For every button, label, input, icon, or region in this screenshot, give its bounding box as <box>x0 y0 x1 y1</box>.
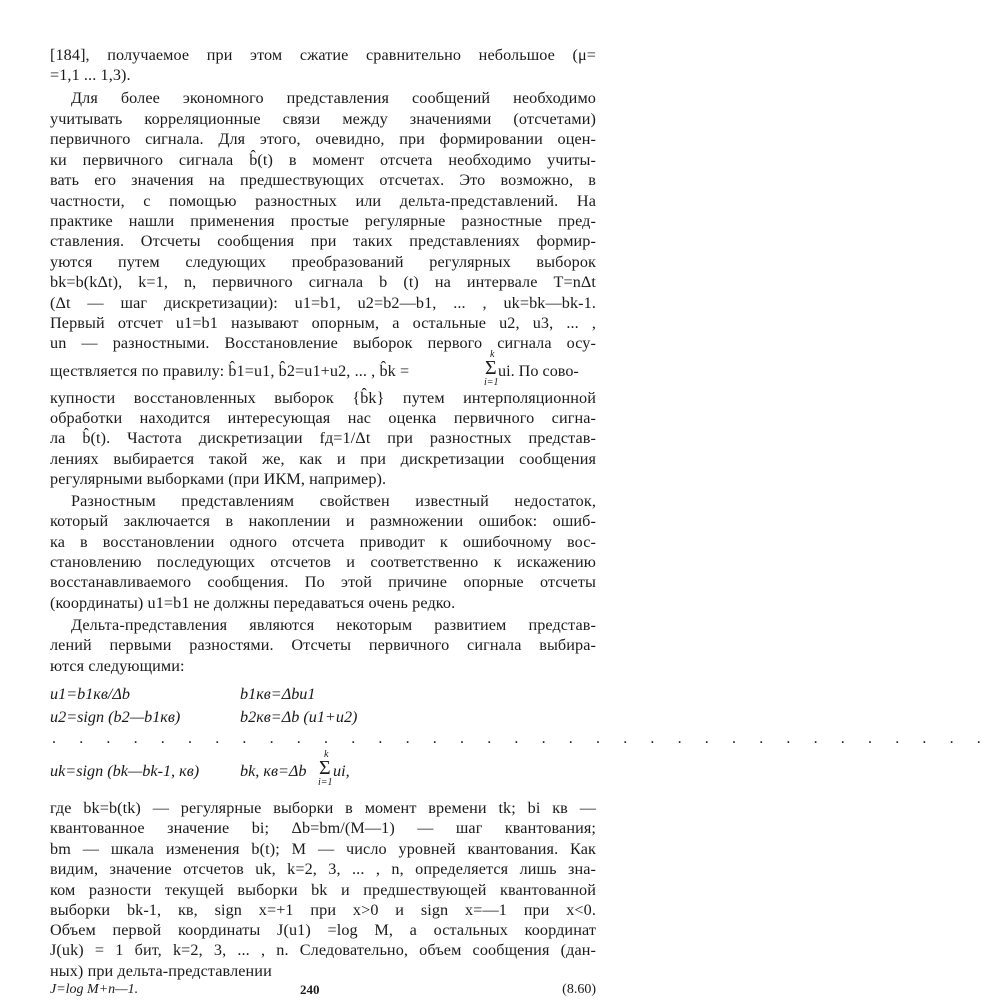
text-line: ются следующими: <box>50 657 185 675</box>
text-line: практике нашли применения простые регулярные разностные пред- <box>50 212 596 230</box>
text-line: ных) при дельта-представлении <box>50 962 272 980</box>
equation-row1-left: u1=b1кв/Δb <box>50 685 130 703</box>
sum-tail-text: ui. По сово- <box>498 362 579 380</box>
text-line: лений первыми разностями. Отсчеты первичного сигнала выбира- <box>50 636 596 654</box>
equation-ellipsis-row: . . . . . . . . . . . . . . . . . . . . . . . . . . . . . . . . . . . <box>52 730 990 747</box>
text-line: становлению последующих отсчетов и соответственно к искажению <box>50 553 596 571</box>
text-line: (координаты) u1=b1 не должны передаваться очень редко. <box>50 594 456 612</box>
text-line: un — разностными. Восстановление выборок первого сигнала осу- <box>50 334 596 352</box>
sum-upper-limit: k <box>490 349 495 360</box>
text-line: уются путем следующих преобразований регулярных выборок <box>50 253 596 271</box>
text-line: Первый отсчет u1=b1 называют опорным, а остальные u2, u3, ... , <box>50 314 596 332</box>
text-line: =1,1 ... 1,3). <box>50 66 131 84</box>
sum-upper-limit: k <box>324 749 329 760</box>
equation-row2-left: u2=sign (b2—b1кв) <box>50 708 181 726</box>
equation-row3-right-tail: ui, <box>333 762 350 780</box>
text-line: вать его значения на предшествующих отсчетах. Это возможно, в <box>50 171 596 189</box>
text-line: частности, с помощью разностных или дельта-представлений. На <box>50 192 596 210</box>
text-line: Объем первой координаты J(u1) =log M, а остальных координат <box>50 921 596 939</box>
text-line: ла b̂(t). Частота дискретизации fд=1/Δt при разностных представ- <box>50 429 596 447</box>
sum-sign: Σ <box>319 757 331 779</box>
text-line: купности восстановленных выборок {b̂k} путем интерполяционной <box>50 389 596 407</box>
text-line: выборки bk-1, кв, sign x=+1 при x>0 и sign x=—1 при x<0. <box>50 901 596 919</box>
text-line: где bk=b(tk) — регулярные выборки в момент времени tk; bi кв — <box>50 799 596 817</box>
equation-row1-right: b1кв=Δbu1 <box>240 685 316 703</box>
final-equation: J=log M+n—1. <box>50 982 139 997</box>
equation-number: (8.60) <box>562 982 596 997</box>
text-line: ществляется по правилу: b̂1=u1, b̂2=u1+u2, ... , b̂k = <box>50 362 410 380</box>
text-line: J(uk) = 1 бит, k=2, 3, ... , n. Следовательно, объем сообщения (дан- <box>50 941 596 959</box>
text-line: Дельта-представления являются некоторым развитием представ- <box>71 616 596 634</box>
text-line: первичного сигнала. Для этого, очевидно, при формировании оцен- <box>50 130 596 148</box>
text-line: восстанавливаемого сообщения. По этой причине опорные отсчеты <box>50 573 596 591</box>
text-line: bk=b(kΔt), k=1, n, первичного сигнала b (t) на интервале T=nΔt <box>50 273 596 291</box>
text-line: (Δt — шаг дискретизации): u1=b1, u2=b2—b1, ... , uk=bk—bk-1. <box>50 294 596 312</box>
sum-sign: Σ <box>485 357 497 379</box>
text-line: ком разности текущей выборки bk и предшествующей квантованной <box>50 881 596 899</box>
text-line: лениях выбирается такой же, как и при дискретизации сообщения <box>50 450 596 468</box>
equation-row3-right: bk, кв=Δb <box>240 762 307 780</box>
text-line: [184], получаемое при этом сжатие сравнительно небольшое (μ= <box>50 46 596 64</box>
page-number: 240 <box>300 982 320 997</box>
text-line: Разностным представлениям свойствен известный недостаток, <box>71 492 596 510</box>
text-line: который заключается в накоплении и размножении ошибок: ошиб- <box>50 512 596 530</box>
text-line: ка в восстановлении одного отсчета приводит к ошибочному вос- <box>50 533 596 551</box>
text-line: регулярными выборками (при ИКМ, например). <box>50 470 387 488</box>
sum-lower-limit: i=1 <box>484 377 499 388</box>
text-line: ставления. Отсчеты сообщения при таких представлениях формир- <box>50 232 596 250</box>
text-line: ки первичного сигнала b̂(t) в момент отсчета необходимо учиты- <box>50 151 596 169</box>
text-line: обработки находится интересующая нас оценка первичного сигна- <box>50 409 596 427</box>
sum-lower-limit: i=1 <box>318 777 333 788</box>
equation-row2-right: b2кв=Δb (u1+u2) <box>240 708 358 726</box>
text-line: учитывать корреляционные связи между значениями (отсчетами) <box>50 110 596 128</box>
equation-row3-left: uk=sign (bk—bk-1, кв) <box>50 762 200 780</box>
text-line: Для более экономного представления сообщений необходимо <box>71 89 596 107</box>
text-line: bm — шкала изменения b(t); M — число уровней квантования. Как <box>50 840 596 858</box>
text-line: квантованное значение bi; Δb=bm/(M—1) — шаг квантования; <box>50 819 596 837</box>
text-line: видим, значение отсчетов uk, k=2, 3, ... , n, определяется лишь зна- <box>50 860 596 878</box>
